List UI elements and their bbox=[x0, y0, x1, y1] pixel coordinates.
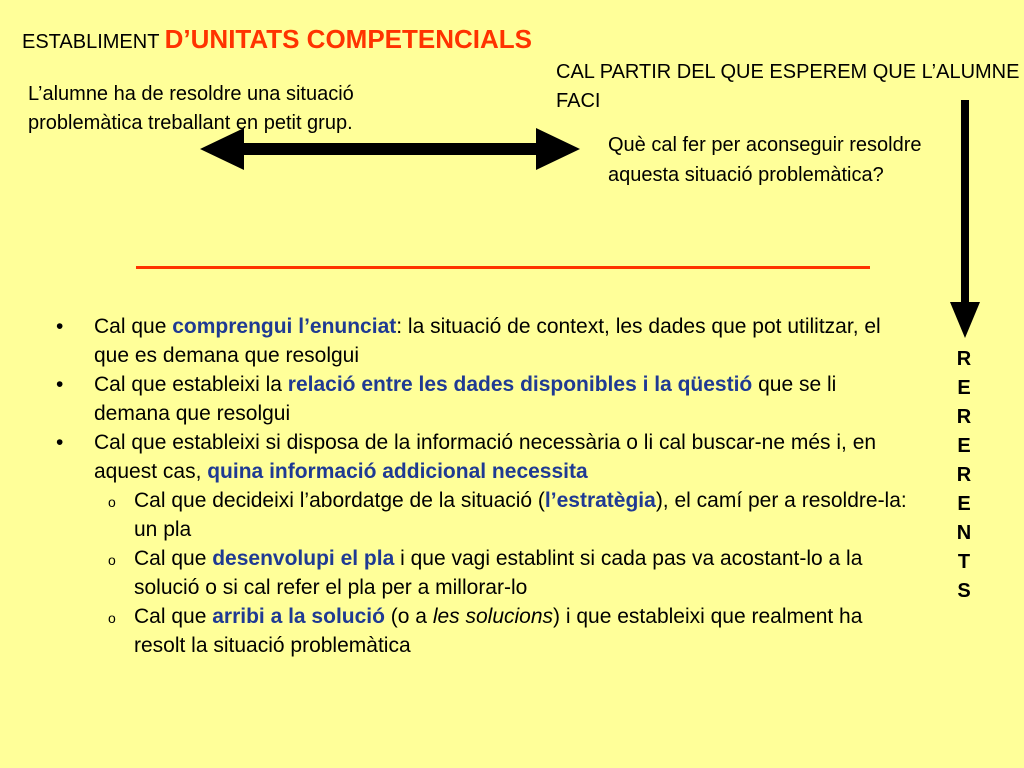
divider-line bbox=[136, 266, 870, 269]
vertical-letter: E bbox=[957, 377, 971, 399]
item-text: Cal que bbox=[134, 547, 213, 570]
sub-bullet-mark: o bbox=[108, 552, 116, 568]
item-text: ) i que estableixi que realment ha resolt la situació problemàtica bbox=[134, 605, 863, 657]
vertical-letter: R bbox=[956, 348, 972, 370]
right-question: Què cal fer per aconseguir resoldre aquesta situació problemàtica? bbox=[608, 134, 922, 186]
sub-list-item bbox=[56, 602, 918, 660]
item-text: ), el camí per a resoldre-la: un pla bbox=[134, 489, 907, 541]
double-arrow-icon bbox=[200, 128, 580, 170]
left-statement: L’alumne ha de resoldre una situació problemàtica treballant en petit grup. bbox=[28, 83, 354, 134]
bullet-mark: • bbox=[56, 315, 64, 338]
item-highlight: relació entre les dades disponibles i la qüestió bbox=[287, 373, 753, 396]
list-item bbox=[56, 312, 918, 370]
item-highlight: l’estratègia bbox=[544, 489, 656, 512]
slide-title bbox=[22, 24, 532, 55]
item-highlight: comprengui l’enunciat bbox=[172, 315, 397, 338]
item-text: Cal que bbox=[134, 605, 213, 628]
item-highlight: desenvolupi el pla bbox=[212, 547, 395, 570]
item-italic: les solucions bbox=[432, 605, 554, 628]
list-item bbox=[56, 428, 918, 486]
vertical-letter: R bbox=[956, 464, 972, 486]
vertical-letter: E bbox=[957, 435, 971, 457]
vertical-word bbox=[952, 345, 976, 606]
item-text: Cal que bbox=[94, 315, 173, 338]
vertical-letter: S bbox=[957, 580, 971, 602]
bullet-list bbox=[56, 312, 918, 660]
vertical-letter: R bbox=[956, 406, 972, 428]
bullet-mark: • bbox=[56, 373, 64, 396]
item-highlight: quina informació addicional necessita bbox=[207, 460, 588, 483]
sub-list-item bbox=[56, 486, 918, 544]
item-text: que se li demana que resolgui bbox=[94, 373, 837, 425]
title-prefix: ESTABLIMENT bbox=[22, 31, 165, 53]
vertical-letter: N bbox=[956, 522, 972, 544]
item-text: Cal que estableixi la bbox=[94, 373, 288, 396]
item-text: Cal que estableixi si disposa de la informació necessària o li cal buscar-ne més i, en aquest cas, bbox=[94, 431, 877, 483]
down-arrow-icon bbox=[950, 100, 980, 338]
title-main: D’UNITATS COMPETENCIALS bbox=[164, 24, 533, 54]
sub-list-item bbox=[56, 544, 918, 602]
item-text: : la situació de context, les dades que pot utilitzar, el que es demana que resolgui bbox=[94, 315, 881, 367]
vertical-letter: T bbox=[957, 551, 971, 573]
right-heading: CAL PARTIR DEL QUE ESPEREM QUE L’ALUMNE FACI bbox=[556, 61, 1020, 112]
sub-bullet-mark: o bbox=[108, 494, 116, 510]
item-text: i que vagi establint si cada pas va acostant-lo a la solució o si cal refer el pla per a millorar-lo bbox=[134, 547, 863, 599]
vertical-letter: E bbox=[957, 493, 971, 515]
sub-bullet-mark: o bbox=[108, 610, 116, 626]
item-text: Cal que decideixi l’abordatge de la situació ( bbox=[134, 489, 545, 512]
item-highlight: arribi a la solució bbox=[212, 605, 385, 628]
list-item bbox=[56, 370, 918, 428]
item-text: (o a bbox=[384, 605, 433, 628]
bullet-mark: • bbox=[56, 431, 64, 454]
